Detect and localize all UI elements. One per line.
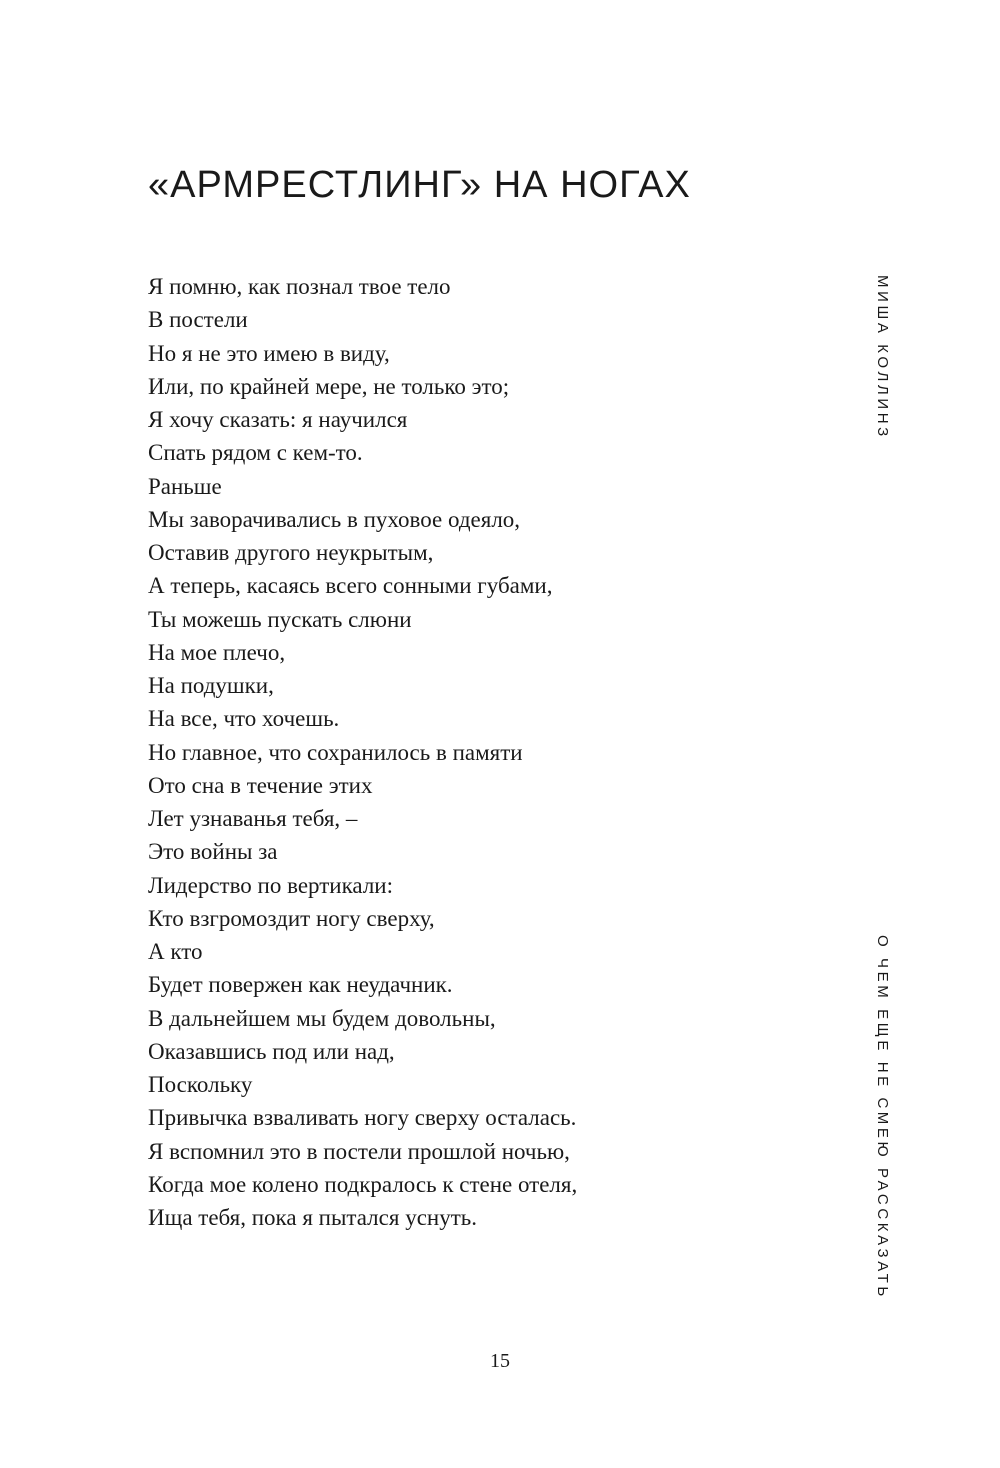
poem-line: Оставив другого неукрытым, [148, 540, 434, 565]
poem-line: Ото сна в течение этих [148, 772, 373, 798]
poem-line: Кто взгромоздит ногу сверху, [148, 905, 435, 931]
running-head-author: МИША КОЛЛИНЗ [874, 275, 891, 440]
poem-line: Но главное, что сохранилось в памяти [148, 739, 523, 765]
poem-line: Поскольку [148, 1072, 253, 1097]
poem-line: На мое плечо, [148, 639, 286, 665]
poem-body [148, 270, 577, 1234]
poem-line: Лидерство по вертикали: [148, 872, 393, 898]
poem-line: Я помню, как познал твое тело [148, 274, 451, 299]
poem-line: Или, по крайней мере, не только это; [148, 373, 510, 399]
poem-line: Я хочу сказать: я научился [148, 407, 408, 432]
poem-line: Раньше [148, 473, 222, 499]
poem-line: Ища тебя, пока я пытался уснуть. [148, 1205, 477, 1230]
poem-line: В дальнейшем мы будем довольны, [148, 1005, 496, 1031]
poem-line: А кто [148, 939, 203, 964]
running-head-book-title: О ЧЕМ ЕЩЕ НЕ СМЕЮ РАССКАЗАТЬ [874, 935, 891, 1300]
poem-line: На все, что хочешь. [148, 706, 340, 732]
poem-line: В постели [148, 307, 248, 333]
poem-line: На подушки, [148, 673, 274, 698]
poem-line: А теперь, касаясь всего сонными губами, [148, 573, 553, 599]
poem-line: Лет узнаванья тебя, – [148, 806, 358, 831]
poem-line: Мы заворачивались в пуховое одеяло, [148, 506, 521, 532]
poem-line: Спать рядом с кем-то. [148, 440, 363, 466]
poem-title: «АРМРЕСТЛИНГ» НА НОГАХ [148, 164, 691, 206]
poem-line: Я вспомнил это в постели прошлой ночью, [148, 1138, 570, 1164]
poem-line: Когда мое колено подкралось к стене отеля, [148, 1171, 578, 1197]
poem-line: Но я не это имею в виду, [148, 340, 390, 366]
poem-line: Будет повержен как неудачник. [148, 972, 453, 998]
poem-line: Ты можешь пускать слюни [148, 606, 412, 632]
page-number: 15 [490, 1350, 510, 1372]
poem-line: Привычка взваливать ногу сверху осталась. [148, 1105, 577, 1131]
poem-line: Оказавшись под или над, [148, 1038, 395, 1064]
poem-line: Это войны за [148, 839, 278, 865]
